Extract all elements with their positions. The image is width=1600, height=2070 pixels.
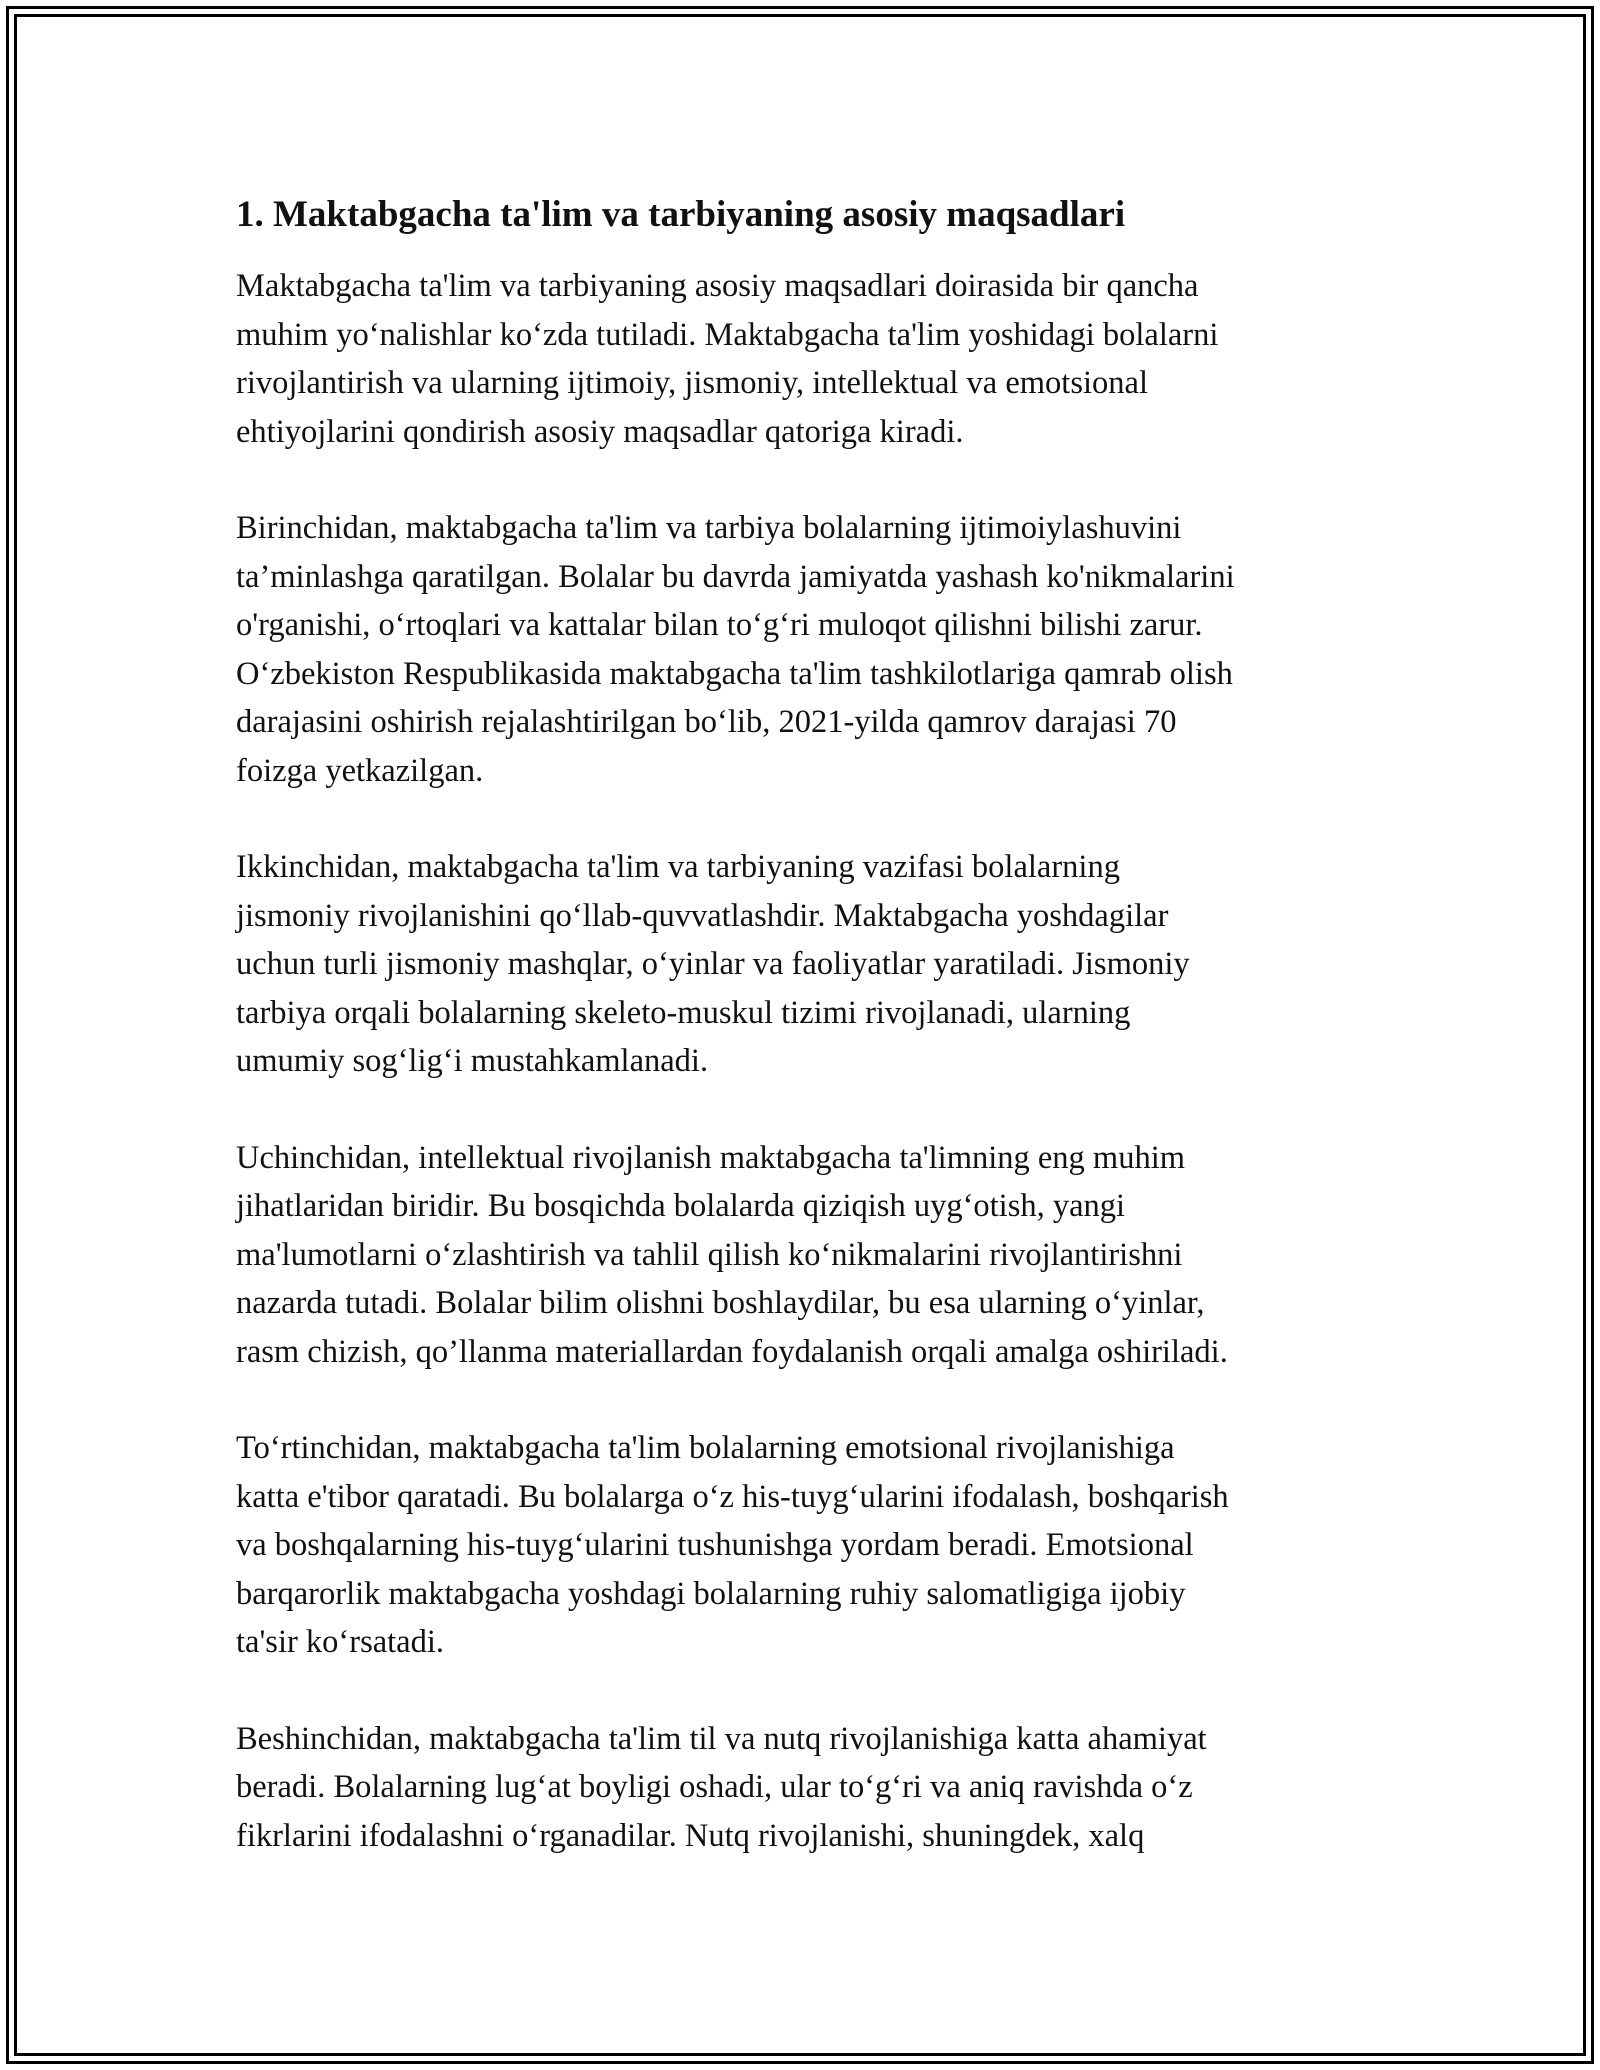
paragraph xyxy=(236,262,1386,456)
text-line: ta'sir ko‘rsatadi. xyxy=(236,1624,445,1660)
text-line: katta e'tibor qaratadi. Bu bolalarga o‘z his-tuyg‘ularini ifodalash, boshqarish xyxy=(236,1478,1229,1515)
text-line: Uchinchidan, intellektual rivojlanish maktabgacha ta'limning eng muhim xyxy=(236,1139,1186,1176)
text-line: rasm chizish, qo’llanma materiallardan foydalanish orqali amalga oshiriladi. xyxy=(236,1333,1228,1370)
document-body xyxy=(236,190,1386,1908)
text-line: va boshqalarning his-tuyg‘ularini tushunishga yordam beradi. Emotsional xyxy=(236,1527,1194,1563)
text-line: tarbiya orqali bolalarning skeleto-muskul tizimi rivojlanadi, ularning xyxy=(236,994,1131,1031)
text-line: Maktabgacha ta'lim va tarbiyaning asosiy maqsadlari doirasida bir qancha xyxy=(236,268,1199,304)
text-line: darajasini oshirish rejalashtirilgan bo‘lib, 2021-yilda qamrov darajasi 70 xyxy=(236,704,1177,740)
text-line: beradi. Bolalarning lug‘at boyligi oshadi, ular to‘g‘ri va aniq ravishda o‘z xyxy=(236,1769,1193,1805)
text-line: foizga yetkazilgan. xyxy=(236,752,484,789)
text-line: umumiy sog‘lig‘i mustahkamlanadi. xyxy=(236,1043,709,1079)
paragraph xyxy=(236,504,1386,795)
section-heading: 1. Maktabgacha ta'lim va tarbiyaning asosiy maqsadlari xyxy=(236,194,1126,235)
paragraph xyxy=(236,1715,1386,1861)
text-line: uchun turli jismoniy mashqlar, o‘yinlar va faoliyatlar yaratiladi. Jismoniy xyxy=(236,946,1190,982)
text-line: ehtiyojlarini qondirish asosiy maqsadlar qatoriga kiradi. xyxy=(236,413,964,450)
text-line: To‘rtinchidan, maktabgacha ta'lim bolalarning emotsional rivojlanishiga xyxy=(236,1430,1175,1466)
text-line: Birinchidan, maktabgacha ta'lim va tarbiya bolalarning ijtimoiylashuvini xyxy=(236,510,1182,546)
paragraph xyxy=(236,1134,1386,1377)
paragraph xyxy=(236,843,1386,1086)
text-line: jihatlaridan biridir. Bu bosqichda bolalarda qiziqish uyg‘otish, yangi xyxy=(236,1188,1126,1224)
text-line: ma'lumotlarni o‘zlashtirish va tahlil qilish ko‘nikmalarini rivojlantirishni xyxy=(236,1236,1183,1273)
paragraph xyxy=(236,1424,1386,1667)
text-line: Ikkinchidan, maktabgacha ta'lim va tarbiyaning vazifasi bolalarning xyxy=(236,849,1120,885)
text-line: rivojlantirish va ularning ijtimoiy, jismoniy, intellektual va emotsional xyxy=(236,365,1148,401)
text-line: ta’minlashga qaratilgan. Bolalar bu davrda jamiyatda yashash ko'nikmalarini xyxy=(236,558,1235,595)
text-line: O‘zbekiston Respublikasida maktabgacha ta'lim tashkilotlariga qamrab olish xyxy=(236,655,1233,692)
text-line: nazarda tutadi. Bolalar bilim olishni boshlaydilar, bu esa ularning o‘yinlar, xyxy=(236,1285,1205,1321)
text-line: fikrlarini ifodalashni o‘rganadilar. Nutq rivojlanishi, shuningdek, xalq xyxy=(236,1817,1145,1854)
paragraph-list xyxy=(236,262,1386,1860)
text-line: jismoniy rivojlanishini qo‘llab-quvvatlashdir. Maktabgacha yoshdagilar xyxy=(236,897,1169,934)
text-line: muhim yo‘nalishlar ko‘zda tutiladi. Maktabgacha ta'lim yoshidagi bolalarni xyxy=(236,316,1219,353)
text-line: o'rganishi, o‘rtoqlari va kattalar bilan to‘g‘ri muloqot qilishni bilishi zarur. xyxy=(236,607,1203,643)
text-line: barqarorlik maktabgacha yoshdagi bolalarning ruhiy salomatligiga ijobiy xyxy=(236,1575,1186,1612)
text-line: Beshinchidan, maktabgacha ta'lim til va nutq rivojlanishiga katta ahamiyat xyxy=(236,1720,1207,1757)
